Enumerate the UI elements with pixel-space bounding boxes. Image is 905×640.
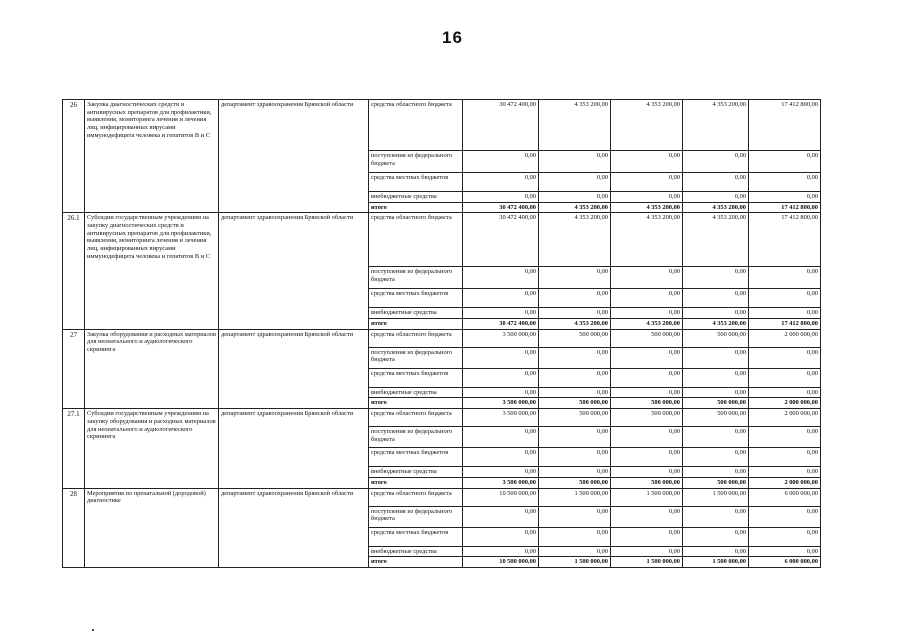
funding-source: поступления из федерального бюджета <box>369 347 463 368</box>
amount-cell: 0,00 <box>683 347 749 368</box>
amount-cell: 500 000,00 <box>611 477 683 488</box>
amount-cell: 0,00 <box>463 192 539 203</box>
amount-cell: 4 353 200,00 <box>683 202 749 213</box>
funding-source: средства областного бюджета <box>369 329 463 347</box>
amount-cell: 2 000 000,00 <box>749 477 821 488</box>
amount-cell: 0,00 <box>463 173 539 192</box>
amount-cell: 0,00 <box>683 527 749 546</box>
item-number: 27.1 <box>63 409 85 488</box>
amount-cell: 2 000 000,00 <box>749 409 821 427</box>
amount-cell: 0,00 <box>683 192 749 203</box>
funding-source: итого <box>369 202 463 213</box>
item-number: 26.1 <box>63 213 85 329</box>
table-row <box>63 409 821 427</box>
funding-source: средства областного бюджета <box>369 488 463 506</box>
amount-cell: 0,00 <box>749 506 821 527</box>
amount-cell: 0,00 <box>611 267 683 289</box>
amount-cell: 4 353 200,00 <box>611 100 683 151</box>
amount-cell: 6 000 000,00 <box>749 557 821 568</box>
amount-cell: 0,00 <box>539 347 611 368</box>
amount-cell: 4 353 200,00 <box>539 213 611 267</box>
amount-cell: 0,00 <box>683 308 749 319</box>
amount-cell: 0,00 <box>749 267 821 289</box>
amount-cell: 1 500 000,00 <box>683 488 749 506</box>
amount-cell: 500 000,00 <box>683 398 749 409</box>
amount-cell: 17 412 800,00 <box>749 213 821 267</box>
scan-speck <box>92 629 94 631</box>
amount-cell: 0,00 <box>611 387 683 398</box>
amount-cell: 0,00 <box>463 151 539 173</box>
amount-cell: 0,00 <box>463 267 539 289</box>
amount-cell: 0,00 <box>683 151 749 173</box>
amount-cell: 0,00 <box>539 368 611 387</box>
funding-source: поступления из федерального бюджета <box>369 151 463 173</box>
amount-cell: 0,00 <box>611 467 683 478</box>
amount-cell: 2 000 000,00 <box>749 329 821 347</box>
executor: департамент здравоохранения Брянской области <box>219 213 369 329</box>
amount-cell: 3 500 000,00 <box>463 398 539 409</box>
amount-cell: 0,00 <box>463 506 539 527</box>
amount-cell: 17 412 800,00 <box>749 202 821 213</box>
executor: департамент здравоохранения Брянской области <box>219 329 369 408</box>
amount-cell: 0,00 <box>539 308 611 319</box>
funding-source: средства местных бюджетов <box>369 527 463 546</box>
measure-name: Закупка диагностических средств и антивирусных препаратов для профилактики, выявления, мониторинга лечения и лечения лиц, инфицированных вирусами иммунодефицита человека и гепатитов В и С <box>85 100 219 213</box>
amount-cell: 4 353 200,00 <box>539 202 611 213</box>
amount-cell: 0,00 <box>463 427 539 448</box>
funding-source: внебюджетные средства <box>369 467 463 478</box>
amount-cell: 0,00 <box>683 173 749 192</box>
page-number: 16 <box>442 28 463 47</box>
amount-cell: 500 000,00 <box>683 329 749 347</box>
amount-cell: 4 353 200,00 <box>683 319 749 330</box>
amount-cell: 0,00 <box>749 527 821 546</box>
table-row <box>63 329 821 347</box>
amount-cell: 0,00 <box>683 506 749 527</box>
funding-source: итого <box>369 477 463 488</box>
amount-cell: 0,00 <box>463 467 539 478</box>
amount-cell: 3 500 000,00 <box>463 409 539 427</box>
amount-cell: 500 000,00 <box>611 409 683 427</box>
amount-cell: 30 472 400,00 <box>463 100 539 151</box>
amount-cell: 0,00 <box>749 347 821 368</box>
amount-cell: 0,00 <box>539 289 611 308</box>
amount-cell: 4 353 200,00 <box>539 100 611 151</box>
amount-cell: 0,00 <box>683 467 749 478</box>
amount-cell: 0,00 <box>611 192 683 203</box>
item-number: 26 <box>63 100 85 213</box>
amount-cell: 0,00 <box>611 289 683 308</box>
amount-cell: 500 000,00 <box>539 398 611 409</box>
funding-source: средства местных бюджетов <box>369 448 463 467</box>
amount-cell: 4 353 200,00 <box>611 319 683 330</box>
amount-cell: 0,00 <box>683 546 749 557</box>
amount-cell: 500 000,00 <box>611 398 683 409</box>
amount-cell: 500 000,00 <box>539 409 611 427</box>
amount-cell: 0,00 <box>611 506 683 527</box>
amount-cell: 4 353 200,00 <box>683 213 749 267</box>
amount-cell: 0,00 <box>539 467 611 478</box>
amount-cell: 0,00 <box>463 527 539 546</box>
amount-cell: 0,00 <box>539 506 611 527</box>
amount-cell: 0,00 <box>683 267 749 289</box>
amount-cell: 0,00 <box>683 368 749 387</box>
amount-cell: 17 412 800,00 <box>749 100 821 151</box>
amount-cell: 1 500 000,00 <box>611 488 683 506</box>
funding-source: средства местных бюджетов <box>369 289 463 308</box>
funding-source: средства областного бюджета <box>369 213 463 267</box>
amount-cell: 0,00 <box>539 546 611 557</box>
funding-source: средства местных бюджетов <box>369 368 463 387</box>
funding-source: внебюджетные средства <box>369 546 463 557</box>
amount-cell: 0,00 <box>749 546 821 557</box>
amount-cell: 4 353 200,00 <box>611 213 683 267</box>
amount-cell: 1 500 000,00 <box>539 488 611 506</box>
amount-cell: 0,00 <box>749 308 821 319</box>
amount-cell: 6 000 000,00 <box>749 488 821 506</box>
amount-cell: 0,00 <box>749 387 821 398</box>
amount-cell: 3 500 000,00 <box>463 477 539 488</box>
amount-cell: 3 500 000,00 <box>463 329 539 347</box>
amount-cell: 500 000,00 <box>539 477 611 488</box>
funding-source: поступления из федерального бюджета <box>369 267 463 289</box>
executor: департамент здравоохранения Брянской области <box>219 100 369 213</box>
amount-cell: 1 500 000,00 <box>539 557 611 568</box>
amount-cell: 30 472 400,00 <box>463 213 539 267</box>
funding-source: средства местных бюджетов <box>369 173 463 192</box>
funding-source: внебюджетные средства <box>369 192 463 203</box>
budget-table <box>62 99 821 568</box>
table-row <box>63 213 821 267</box>
amount-cell: 0,00 <box>463 448 539 467</box>
amount-cell: 0,00 <box>749 173 821 192</box>
amount-cell: 0,00 <box>749 192 821 203</box>
funding-source: поступления из федерального бюджета <box>369 427 463 448</box>
amount-cell: 0,00 <box>611 527 683 546</box>
amount-cell: 0,00 <box>611 151 683 173</box>
item-number: 27 <box>63 329 85 408</box>
amount-cell: 0,00 <box>611 173 683 192</box>
table-row <box>63 488 821 506</box>
amount-cell: 0,00 <box>539 387 611 398</box>
funding-source: средства областного бюджета <box>369 409 463 427</box>
amount-cell: 0,00 <box>611 546 683 557</box>
amount-cell: 0,00 <box>539 151 611 173</box>
amount-cell: 0,00 <box>539 527 611 546</box>
amount-cell: 0,00 <box>749 151 821 173</box>
funding-source: внебюджетные средства <box>369 308 463 319</box>
amount-cell: 0,00 <box>539 448 611 467</box>
funding-source: итого <box>369 398 463 409</box>
amount-cell: 10 500 000,00 <box>463 488 539 506</box>
amount-cell: 0,00 <box>611 448 683 467</box>
amount-cell: 0,00 <box>463 308 539 319</box>
amount-cell: 500 000,00 <box>683 409 749 427</box>
amount-cell: 0,00 <box>749 467 821 478</box>
amount-cell: 0,00 <box>463 546 539 557</box>
measure-name: Мероприятия по пренатальной (дородовой) диагностике <box>85 488 219 567</box>
measure-name: Субсидии государственным учреждениям на закупку диагностических средств и антивирусных препаратов для профилактики, выявления, мониторинга лечения и лечения лиц, инфицированных вирусами иммунодефицита человека и гепатитов В и С <box>85 213 219 329</box>
amount-cell: 4 353 200,00 <box>611 202 683 213</box>
measure-name: Субсидии государственным учреждениям на закупку оборудования и расходных материалов для неонатального и аудиологического скрининга <box>85 409 219 488</box>
amount-cell: 0,00 <box>539 267 611 289</box>
amount-cell: 0,00 <box>749 289 821 308</box>
amount-cell: 4 353 200,00 <box>683 100 749 151</box>
amount-cell: 0,00 <box>683 387 749 398</box>
amount-cell: 0,00 <box>611 368 683 387</box>
table-row <box>63 100 821 151</box>
amount-cell: 500 000,00 <box>539 329 611 347</box>
amount-cell: 0,00 <box>463 368 539 387</box>
measure-name: Закупка оборудования и расходных материалов для неонатального и аудиологического скрининга <box>85 329 219 408</box>
item-number: 28 <box>63 488 85 567</box>
amount-cell: 0,00 <box>463 387 539 398</box>
funding-source: итого <box>369 557 463 568</box>
amount-cell: 0,00 <box>683 289 749 308</box>
amount-cell: 0,00 <box>539 427 611 448</box>
amount-cell: 0,00 <box>611 427 683 448</box>
amount-cell: 500 000,00 <box>683 477 749 488</box>
amount-cell: 1 500 000,00 <box>683 557 749 568</box>
amount-cell: 0,00 <box>611 347 683 368</box>
amount-cell: 500 000,00 <box>611 329 683 347</box>
funding-source: итого <box>369 319 463 330</box>
table-body <box>63 100 821 568</box>
amount-cell: 0,00 <box>749 427 821 448</box>
amount-cell: 0,00 <box>463 347 539 368</box>
funding-source: поступления из федерального бюджета <box>369 506 463 527</box>
amount-cell: 2 000 000,00 <box>749 398 821 409</box>
amount-cell: 30 472 400,00 <box>463 202 539 213</box>
funding-source: средства областного бюджета <box>369 100 463 151</box>
amount-cell: 0,00 <box>683 427 749 448</box>
amount-cell: 0,00 <box>463 289 539 308</box>
amount-cell: 30 472 400,00 <box>463 319 539 330</box>
amount-cell: 1 500 000,00 <box>611 557 683 568</box>
executor: департамент здравоохранения Брянской области <box>219 488 369 567</box>
amount-cell: 0,00 <box>611 308 683 319</box>
funding-source: внебюджетные средства <box>369 387 463 398</box>
amount-cell: 0,00 <box>749 368 821 387</box>
amount-cell: 17 412 800,00 <box>749 319 821 330</box>
amount-cell: 4 353 200,00 <box>539 319 611 330</box>
amount-cell: 0,00 <box>539 173 611 192</box>
amount-cell: 10 500 000,00 <box>463 557 539 568</box>
amount-cell: 0,00 <box>683 448 749 467</box>
amount-cell: 0,00 <box>539 192 611 203</box>
amount-cell: 0,00 <box>749 448 821 467</box>
executor: департамент здравоохранения Брянской области <box>219 409 369 488</box>
